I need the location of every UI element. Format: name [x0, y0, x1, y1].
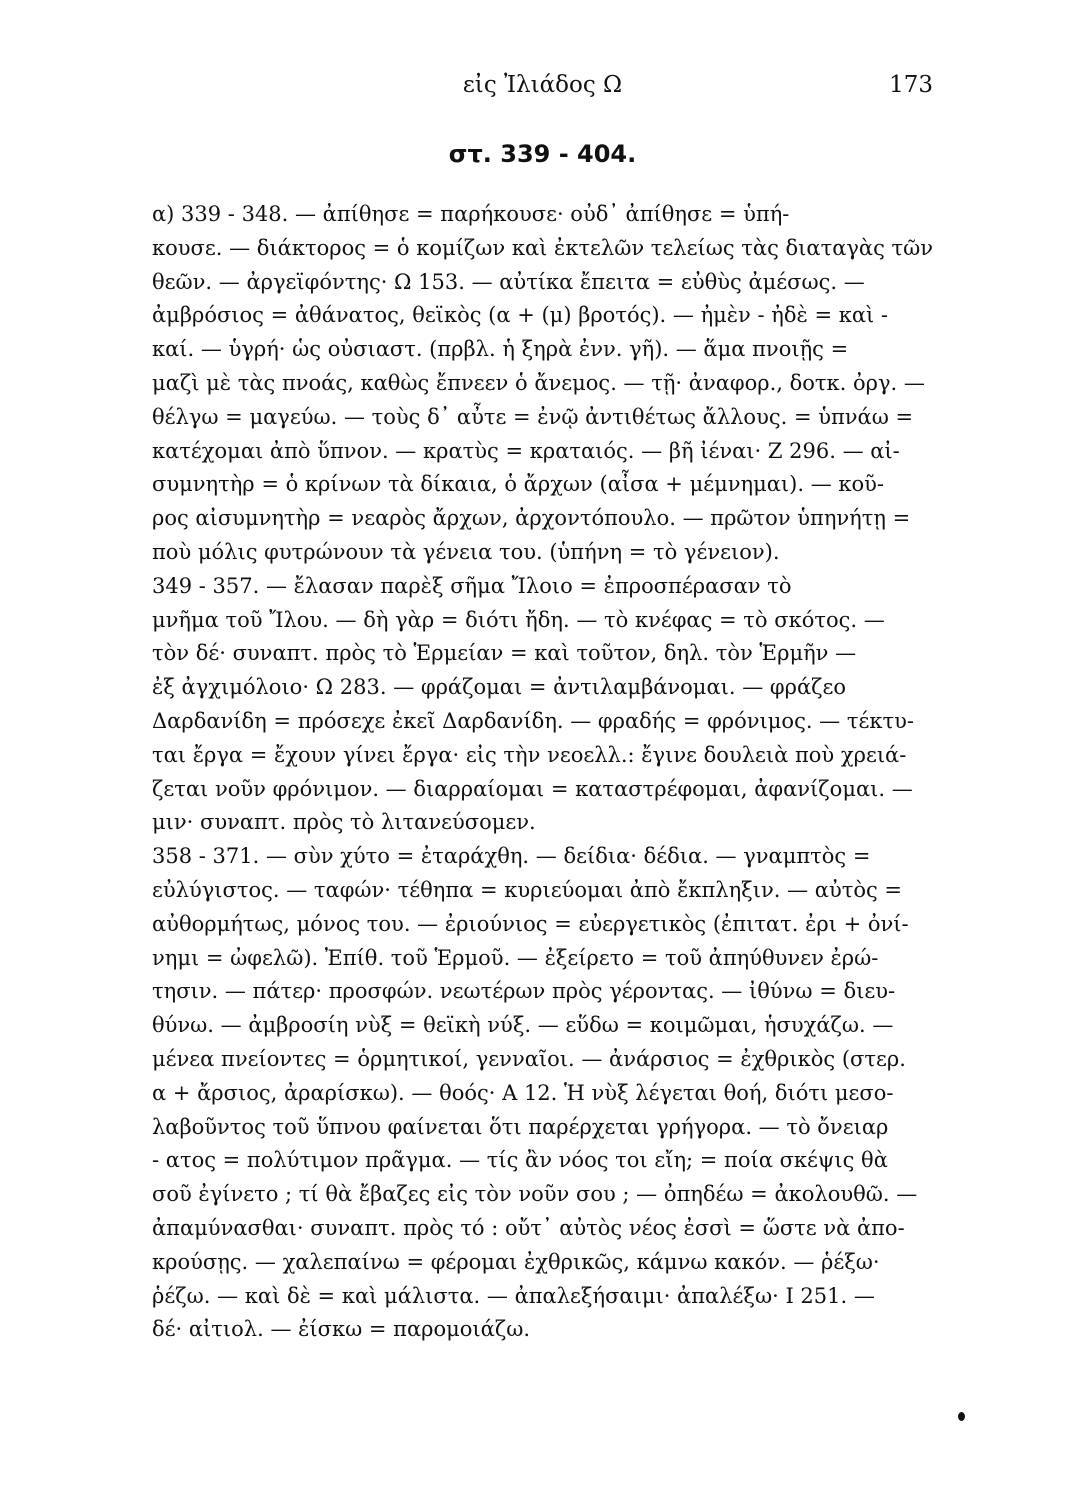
text-line: ἐξ ἀγχιμόλοιο· Ω 283. — φράζομαι = ἀντιλαμβάνομαι. — φράζεο [152, 675, 847, 700]
text-line: λαβοῦντος τοῦ ὕπνου φαίνεται ὅτι παρέρχεται γρήγορα. — τὸ ὄνειαρ [152, 1114, 889, 1139]
text-line: τὸν δέ· συναπτ. πρὸς τὸ Ἑρμείαν = καὶ τοῦτον, δηλ. τὸν Ἑρμῆν — [152, 641, 857, 666]
text-line: ρος αἰσυμνητὴρ = νεαρὸς ἄρχων, ἀρχοντόπουλο. — πρῶτον ὑπηνήτῃ = [152, 506, 911, 531]
text-line: α) 339 - 348. — ἀπίθησε = παρήκουσε· οὐδ᾽ ἀπίθησε = ὑπή- [152, 202, 790, 226]
text-line: αὐθορμήτως, μόνος του. — ἐριούνιος = εὐεργετικὸς (ἐπιτατ. ἐρι + ὀνί- [152, 911, 909, 936]
text-line: τησιν. — πάτερ· προσφών. νεωτέρων πρὸς γέροντας. — ἰθύνω = διευ- [152, 979, 896, 1004]
text-line: ἀμβρόσιος = ἀθάνατος, θεϊκὸς (α + (μ) βροτός). — ἠμὲν - ἠδὲ = καὶ - [152, 303, 889, 328]
text-line: - ατος = πολύτιμον πρᾶγμα. — τίς ἂν νόος τοι εἴη; = ποία σκέψις θὰ [152, 1148, 888, 1173]
text-line: θύνω. — ἀμβροσίη νὺξ = θεϊκὴ νύξ. — εὕδω = κοιμῶμαι, ἡσυχάζω. — [152, 1013, 894, 1038]
section-title: στ. 339 - 404. [448, 140, 637, 168]
text-line: μνῆμα τοῦ Ἴλου. — δὴ γὰρ = διότι ἤδη. — τὸ κνέφας = τὸ σκότος. — [152, 607, 885, 632]
text-line: μένεα πνείοντες = ὁρμητικοί, γενναῖοι. — ἀνάρσιος = ἐχθρικὸς (στερ. [152, 1046, 906, 1071]
commentary-text [152, 198, 937, 1347]
text-line: θεῶν. — ἀργεϊφόντης· Ω 153. — αὐτίκα ἔπειτα = εὐθὺς ἀμέσως. — [152, 269, 865, 294]
text-line: συμνητὴρ = ὁ κρίνων τὰ δίκαια, ὁ ἄρχων (αἶσα + μέμνημαι). — κοῦ- [152, 472, 885, 497]
running-head [0, 70, 1085, 106]
text-line: κρούσῃς. — χαλεπαίνω = φέρομαι ἐχθρικῶς, κάμνω κακόν. — ῥέξω· [152, 1249, 880, 1274]
text-line: ται ἔργα = ἔχουν γίνει ἔργα· εἰς τὴν νεοελλ.: ἔγινε δουλειὰ ποὺ χρειά- [152, 742, 907, 767]
ink-dot [958, 1412, 965, 1421]
text-line: εὐλύγιστος. — ταφών· τέθηπα = κυριεύομαι ἀπὸ ἔκπληξιν. — αὐτὸς = [152, 877, 903, 902]
text-line: α + ἄρσιος, ἀραρίσκω). — θοός· Α 12. Ἡ νὺξ λέγεται θοή, διότι μεσο- [152, 1080, 894, 1105]
text-line: δέ· αἰτιολ. — ἐίσκω = παρομοιάζω. [152, 1317, 531, 1342]
text-line: ἀπαμύνασθαι· συναπτ. πρὸς τό : οὔτ᾽ αὐτὸς νέος ἐσσὶ = ὥστε νὰ ἀπο- [152, 1215, 905, 1240]
text-line: κατέχομαι ἀπὸ ὕπνον. — κρατὺς = κραταιός. — βῆ ἰέναι· Ζ 296. — αἰ- [152, 438, 900, 463]
text-line: 358 - 371. — σὺν χύτο = ἐταράχθη. — δείδια· δέδια. — γναμπτὸς = [152, 844, 871, 869]
text-line: μιν· συναπτ. πρὸς τὸ λιτανεύσομεν. [152, 810, 536, 835]
text-line: κουσε. — διάκτορος = ὁ κομίζων καὶ ἐκτελῶν τελείως τὰς διαταγὰς τῶν [152, 235, 934, 260]
text-line: νημι = ὠφελῶ). Ἐπίθ. τοῦ Ἑρμοῦ. — ἐξείρετο = τοῦ ἀπηύθυνεν ἐρώ- [152, 945, 879, 970]
text-line: ῥέζω. — καὶ δὲ = καὶ μάλιστα. — ἀπαλεξήσαιμι· ἀπαλέξω· Ι 251. — [152, 1283, 875, 1308]
text-line: 349 - 357. — ἔλασαν παρὲξ σῆμα Ἴλοιο = ἐπροσπέρασαν τὸ [152, 573, 792, 598]
text-line: ποὺ μόλις φυτρώνουν τὰ γένεια του. (ὑπήνη = τὸ γένειον). [152, 539, 780, 564]
running-head-title: εἰς Ἰλιάδος Ω [462, 72, 623, 98]
text-line: Δαρδανίδη = πρόσεχε ἐκεῖ Δαρδανίδη. — φραδής = φρόνιμος. — τέκτυ- [152, 708, 914, 733]
text-line: σοῦ ἐγίνετο ; τί θὰ ἔβαζες εἰς τὸν νοῦν σου ; — ὀπηδέω = ἀκολουθῶ. — [152, 1182, 918, 1207]
page-number: 173 [889, 72, 933, 98]
text-line: θέλγω = μαγεύω. — τοὺς δ᾽ αὖτε = ἐνῷ ἀντιθέτως ἄλλους. = ὑπνάω = [152, 404, 914, 429]
text-line: ζεται νοῦν φρόνιμον. — διαρραίομαι = καταστρέφομαι, ἀφανίζομαι. — [152, 776, 913, 801]
text-line: καί. — ὑγρή· ὡς οὐσιαστ. (πρβλ. ἡ ξηρὰ ἐνν. γῆ). — ἅμα πνοιῇς = [152, 337, 849, 362]
text-line: μαζὶ μὲ τὰς πνοάς, καθὼς ἔπνεεν ὁ ἄνεμος. — τῇ· ἀναφορ., δοτκ. ὀργ. — [152, 370, 925, 395]
